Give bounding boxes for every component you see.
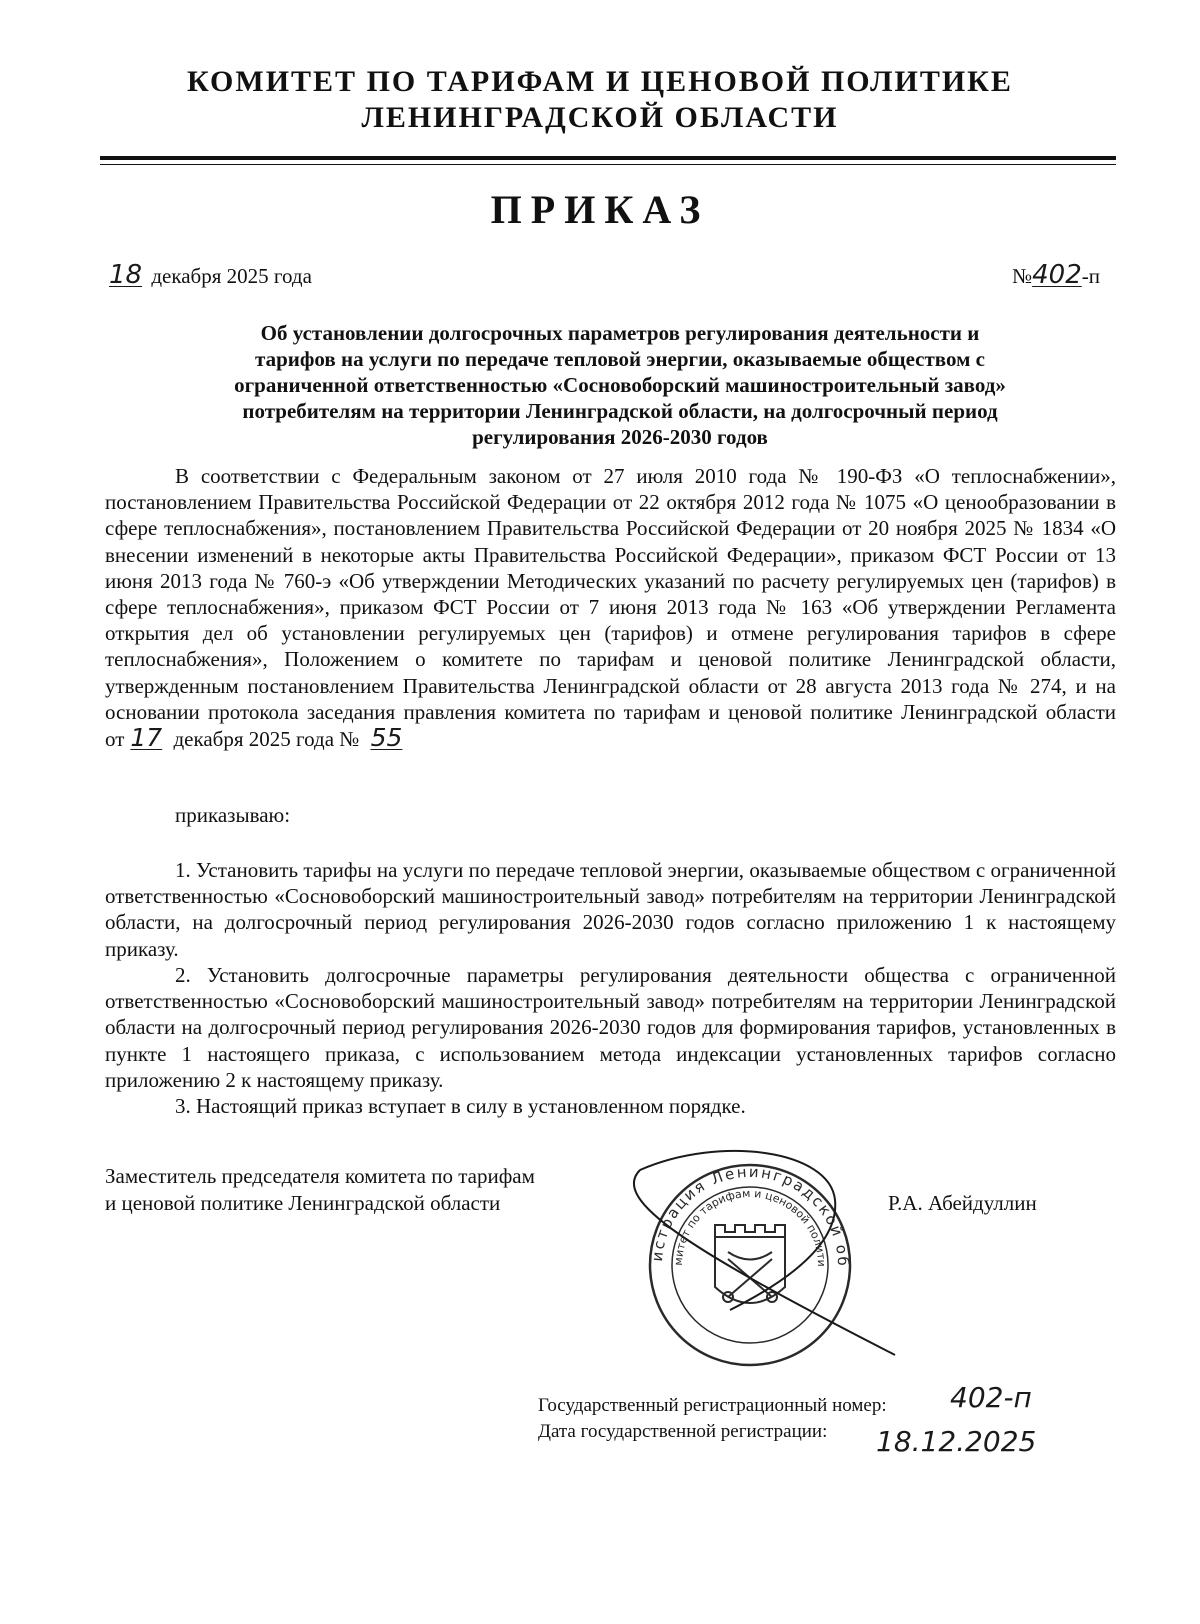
preamble-text-mid: декабря 2025 года № xyxy=(168,727,365,752)
organization-name xyxy=(0,64,1200,136)
title-line: тарифов на услуги по передаче тепловой энергии, оказываемые обществом с xyxy=(255,347,985,371)
handwritten-protocol-day: 17 xyxy=(130,723,163,753)
title-line: Об установлении долгосрочных параметров регулирования деятельности и xyxy=(260,321,980,345)
header-rule-thick xyxy=(100,156,1116,160)
seal-outer-text: истрация Ленинградской об xyxy=(647,1162,853,1269)
organization-name-line-2: ЛЕНИНГРАДСКОЙ ОБЛАСТИ xyxy=(361,101,839,134)
number-prefix: № xyxy=(1012,264,1033,288)
signatory-position-line-2: и ценовой политике Ленинградской области xyxy=(105,1191,501,1215)
preamble-paragraph xyxy=(105,463,1116,752)
document-date xyxy=(105,260,312,291)
official-seal xyxy=(600,1140,900,1370)
title-line: регулирования 2026-2030 годов xyxy=(472,425,768,449)
document-title xyxy=(170,320,1070,450)
number-suffix: -п xyxy=(1081,264,1100,288)
title-line: потребителям на территории Ленинградской области, на долгосрочный период xyxy=(242,399,998,423)
registration-date-label: Дата государственной регистрации: xyxy=(538,1421,828,1442)
date-text: декабря 2025 года xyxy=(146,264,312,288)
handwritten-registration-number: 402-п xyxy=(950,1381,1032,1414)
handwritten-day: 18 xyxy=(109,260,143,290)
order-item-2: 2. Установить долгосрочные параметры регулирования деятельности общества с ограниченной ответственностью «Сосновоборский машиностроительный завод» потребителям на территории Ленинградской области на долгосрочный период регулирования 2026-2030 годов для формирования тарифов, установленных в пункте 1 настоящего приказа, с использованием метода индексации установленных тарифов согласно приложению 2 к настоящему приказу. xyxy=(105,963,1116,1092)
order-word: приказываю: xyxy=(175,803,291,827)
organization-name-line-1: КОМИТЕТ ПО ТАРИФАМ И ЦЕНОВОЙ ПОЛИТИКЕ xyxy=(187,65,1013,98)
signatory-position xyxy=(105,1163,535,1217)
handwritten-number: 402 xyxy=(1032,260,1082,290)
document-number xyxy=(1012,260,1100,291)
document-type: ПРИКАЗ xyxy=(490,187,710,232)
handwritten-registration-date: 18.12.2025 xyxy=(876,1425,1037,1458)
header-rule-thin xyxy=(100,164,1116,165)
signatory-name: Р.А. Абейдуллин xyxy=(888,1191,1037,1215)
title-line: ограниченной ответственностью «Сосновоборский машиностроительный завод» xyxy=(234,373,1006,397)
order-item-1: 1. Установить тарифы на услуги по передаче тепловой энергии, оказываемые обществом с ограниченной ответственностью «Сосновоборский машиностроительный завод» потребителям на территории Ленинградской области, на долгосрочный период регулирования 2026-2030 годов согласно приложению 1 к настоящему приказу. xyxy=(105,858,1116,961)
signatory-position-line-1: Заместитель председателя комитета по тарифам xyxy=(105,1164,535,1188)
handwritten-protocol-number: 55 xyxy=(370,723,403,753)
order-item-3: 3. Настоящий приказ вступает в силу в установленном порядке. xyxy=(175,1094,746,1118)
registration-number-label: Государственный регистрационный номер: xyxy=(538,1395,887,1416)
seal-inner-text: митет по тарифам и ценовой полити xyxy=(671,1186,829,1267)
preamble-text: В соответствии с Федеральным законом от 27 июля 2010 года № 190-ФЗ «О теплоснабжении», постановлением Правительства Российской Федерации от 22 октября 2012 года № 1075 «О ценообразовании в сфере теплоснабжения», постановлением Правительства Российской Федерации от 20 ноября 2025 № 1834 «О внесении изменений в некоторые акты Правительства Российской Федерации», приказом ФСТ России от 13 июня 2013 года № 760-э «Об утверждении Методических указаний по расчету регулируемых цен (тарифов) в сфере теплоснабжения», приказом ФСТ России от 7 июня 2013 года № 163 «Об утверждении Регламента открытия дел об установлении регулируемых цен (тарифов) и отмене регулирования тарифов в сфере теплоснабжения», Положением о комитете по тарифам и ценовой политике Ленинградской области, утвержденным постановлением Правительства Ленинградской области от 28 августа 2013 года № 274, и на основании протокола заседания правления комитета по тарифам и ценовой политике Ленинградской области от xyxy=(105,464,1116,752)
